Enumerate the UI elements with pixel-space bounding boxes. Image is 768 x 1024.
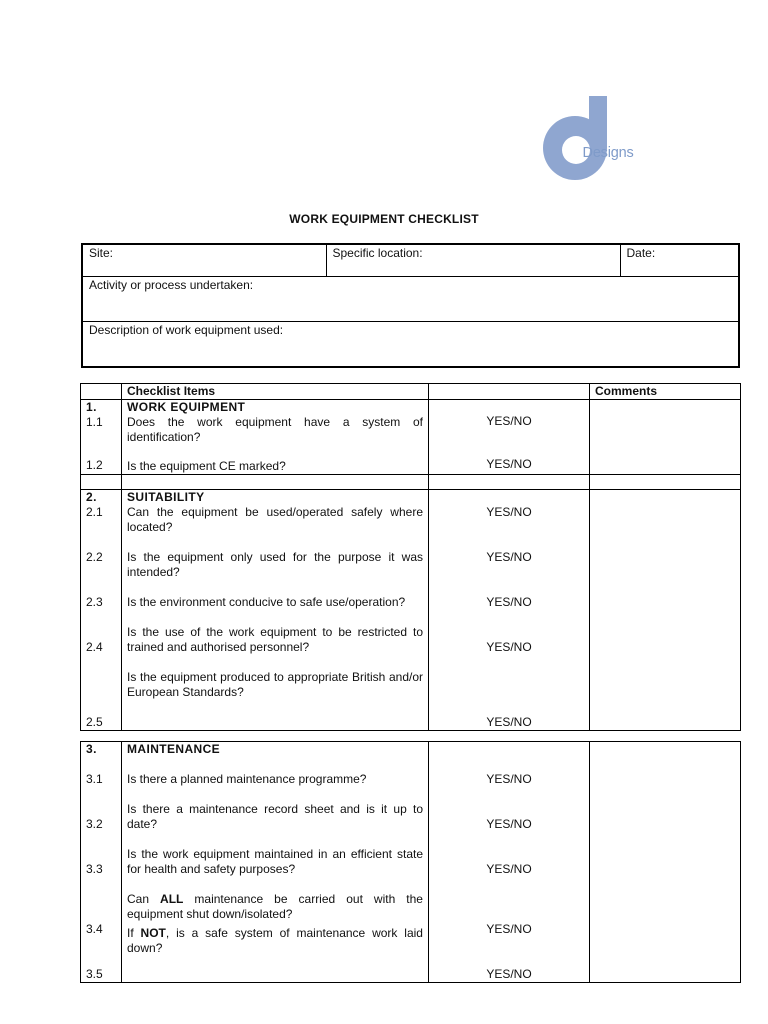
section-maintenance (81, 742, 741, 983)
site-field[interactable]: Site: (82, 244, 326, 276)
yes-no-answer[interactable]: YES/NO (486, 817, 532, 831)
page-title: WORK EQUIPMENT CHECKLIST (289, 212, 479, 226)
section-title: MAINTENANCE (127, 742, 221, 756)
question-text: Is the equipment produced to appropriate British and/or European Standards? (127, 670, 423, 699)
yes-no-answer[interactable]: YES/NO (486, 967, 532, 981)
spacer-row (81, 475, 741, 490)
activity-field[interactable]: Activity or process undertaken: (82, 276, 739, 321)
question-text: Is the equipment only used for the purpose it was intended? (127, 550, 423, 579)
yes-no-answer[interactable]: YES/NO (486, 550, 532, 564)
item-number: 2.3 (86, 595, 103, 609)
item-number: 2.5 (86, 715, 103, 729)
section-title: SUITABILITY (127, 490, 205, 504)
item-number: 3.5 (86, 967, 103, 981)
yes-no-answer[interactable]: YES/NO (486, 595, 532, 609)
item-number: 2.1 (86, 505, 103, 519)
comments-cell[interactable] (590, 490, 741, 731)
item-number: 1.2 (86, 458, 103, 472)
yes-no-answer[interactable]: YES/NO (486, 715, 532, 729)
item-number: 3.4 (86, 922, 103, 936)
checklist-table-2 (80, 741, 741, 983)
logo-wordmark (562, 145, 634, 161)
section-number: 3. (86, 742, 97, 756)
yes-no-answer[interactable]: YES/NO (486, 640, 532, 654)
logo-mark-icon (543, 96, 653, 184)
question-text: Is the equipment CE marked? (127, 459, 286, 473)
section-number: 2. (86, 490, 97, 504)
logo-cd-text: CD (562, 145, 583, 161)
comments-cell[interactable] (590, 400, 741, 475)
info-table (81, 243, 740, 368)
yes-no-answer[interactable]: YES/NO (486, 922, 532, 936)
specific-location-field[interactable]: Specific location: (326, 244, 620, 276)
item-number: 3.3 (86, 862, 103, 876)
question-text: If NOT, is a safe system of maintenance work laid down? (127, 926, 423, 955)
section-number: 1. (86, 400, 97, 414)
yes-no-answer[interactable]: YES/NO (486, 862, 532, 876)
checklist-header-row (81, 384, 741, 400)
emphasis-text: NOT (140, 926, 166, 940)
section-work-equipment (81, 400, 741, 475)
yes-no-answer[interactable]: YES/NO (486, 414, 532, 428)
item-number: 3.2 (86, 817, 103, 831)
yes-no-answer[interactable]: YES/NO (486, 505, 532, 519)
item-number: 2.4 (86, 640, 103, 654)
description-field[interactable]: Description of work equipment used: (82, 321, 739, 367)
checklist-table-1 (80, 383, 741, 731)
question-text: Can ALL maintenance be carried out with the equipment shut down/isolated? (127, 892, 423, 921)
item-number: 3.1 (86, 772, 103, 786)
question-text: Does the work equipment have a system of identification? (127, 415, 423, 444)
logo-designs-text: Designs (582, 145, 634, 161)
yes-no-answer[interactable]: YES/NO (486, 457, 532, 471)
emphasis-text: ALL (160, 892, 184, 906)
question-text: Is the environment conducive to safe use/operation? (127, 595, 406, 609)
section-suitability (81, 490, 741, 731)
question-text: Is there a planned maintenance programme? (127, 772, 367, 786)
question-text: Can the equipment be used/operated safely where located? (127, 505, 423, 534)
comments-cell[interactable] (590, 742, 741, 983)
section-title: WORK EQUIPMENT (127, 400, 246, 414)
question-text: Is the work equipment maintained in an efficient state for health and safety purposes? (127, 847, 423, 876)
comments-header: Comments (590, 384, 741, 400)
date-field[interactable]: Date: (620, 244, 739, 276)
question-text: Is the use of the work equipment to be restricted to trained and authorised personnel? (127, 625, 423, 654)
checklist-items-header: Checklist Items (122, 384, 429, 400)
question-text: Is there a maintenance record sheet and is it up to date? (127, 802, 423, 831)
yes-no-answer[interactable]: YES/NO (486, 772, 532, 786)
item-number: 2.2 (86, 550, 103, 564)
item-number: 1.1 (86, 415, 103, 429)
